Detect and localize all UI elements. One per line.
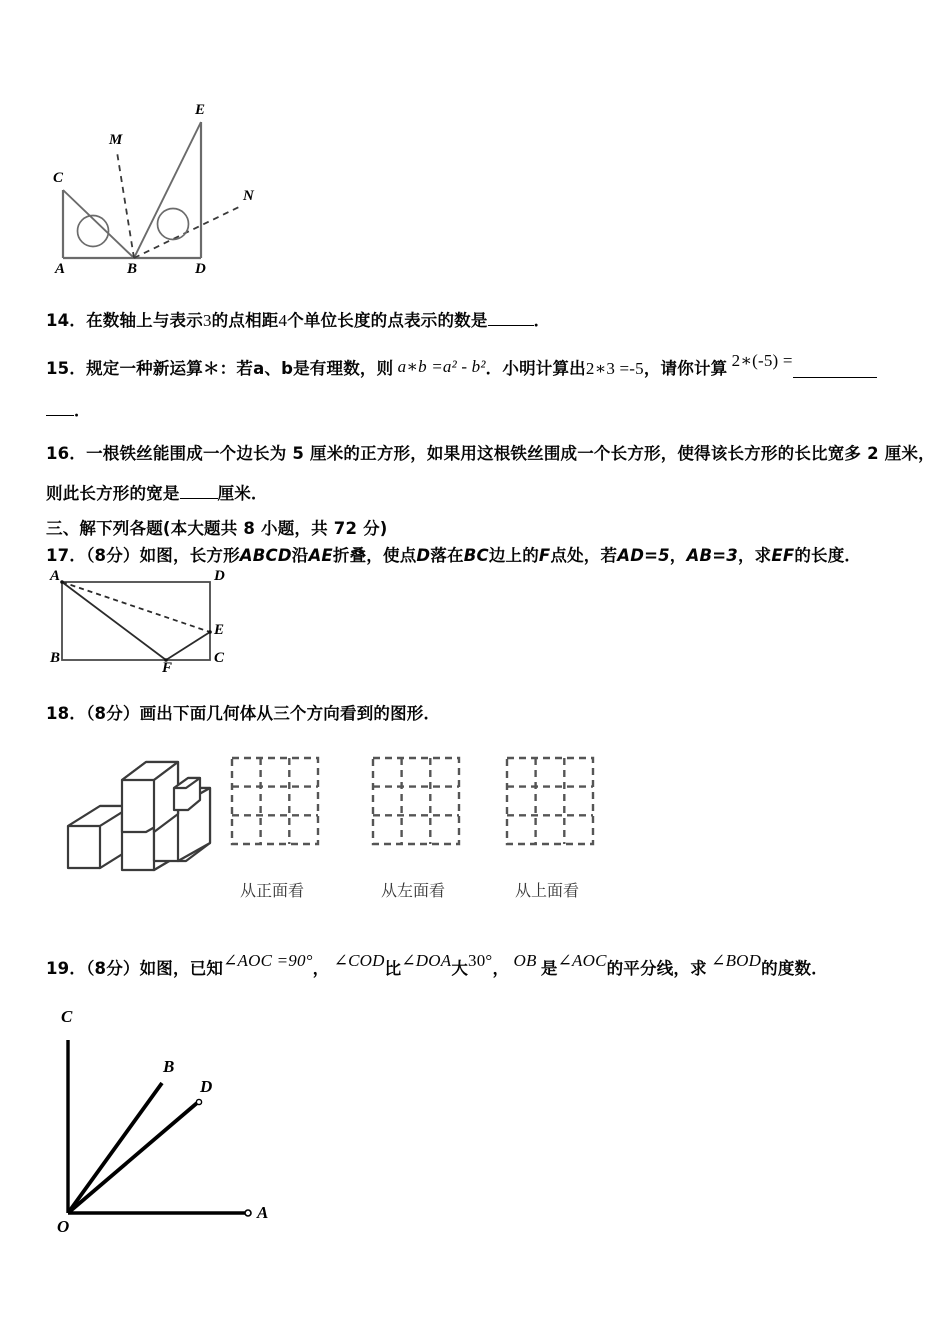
q16-text-line1: 一根铁丝能围成一个边长为 5 厘米的正方形，如果用这根铁丝围成一个长方形，使得该长方形的长比宽多 2 厘米， <box>86 444 935 463</box>
q19-figure-label-B: B <box>163 1057 175 1076</box>
q14-text-1: 在数轴上与表示 <box>86 311 203 330</box>
figure-rectangle-fold <box>48 568 238 677</box>
q17-text-1: 如图，长方形 <box>139 546 240 565</box>
figure-top-label-M: M <box>109 132 123 148</box>
q19-text-1: 如图，已知 <box>139 959 224 978</box>
q15-answer-blank-cont[interactable] <box>46 415 74 416</box>
q19-angle-aoc: ∠AOC <box>557 951 607 970</box>
question-16-line-1 <box>46 443 935 465</box>
figure-top-label-E: E <box>195 102 206 118</box>
figure-top-label-C: C <box>53 170 64 186</box>
q17-f: F <box>538 546 551 565</box>
q15-period: ． <box>74 401 91 420</box>
q15-text-3: ．小明计算出 <box>485 359 586 378</box>
q17-text-2: 沿 <box>291 546 309 565</box>
q17-ab-value: AB=3 <box>686 546 738 565</box>
q17-figure-label-F: F <box>162 660 173 676</box>
question-15-continued <box>46 400 91 422</box>
q17-abcd: ABCD <box>239 546 292 565</box>
q17-text-6: 点处，若 <box>550 546 618 565</box>
q19-text-2: 的平分线，求 <box>606 959 707 978</box>
q19-figure-label-D: D <box>200 1077 213 1096</box>
q14-text-2: 的点相距 <box>211 311 279 330</box>
q14-num-3: 3 <box>202 311 212 330</box>
question-15 <box>46 351 877 381</box>
grid-left-view <box>371 756 461 846</box>
q19-score: （8分） <box>86 959 140 978</box>
section-3-label: 三、解下列各题 <box>46 519 163 538</box>
q15-ab: a、b <box>253 359 294 378</box>
q17-figure-label-C: C <box>214 650 225 666</box>
grid-top-view <box>505 756 595 846</box>
q14-answer-blank[interactable] <box>488 325 534 326</box>
grid-front-view-caption: 从正面看 <box>240 881 305 900</box>
q19-angle-doa: ∠DOA <box>401 951 452 970</box>
q19-ob: OB <box>513 951 537 970</box>
grid-left-view-caption: 从左面看 <box>381 881 446 900</box>
question-16-line-2 <box>46 483 268 505</box>
q17-text-5: 边上的 <box>488 546 539 565</box>
q19-comma-1: ， <box>312 959 330 978</box>
q19-comma-2: ， <box>492 959 510 978</box>
q15-text-1: 规定一种新运算＊：若 <box>86 359 254 378</box>
q19-angle-bod: ∠BOD <box>711 951 762 970</box>
q17-text-4: 落在 <box>430 546 464 565</box>
q19-bi: 比 <box>384 959 402 978</box>
question-19 <box>46 951 828 981</box>
q16-answer-blank[interactable] <box>180 498 218 499</box>
q19-da: 大 <box>451 959 469 978</box>
question-14 <box>46 310 550 333</box>
q14-number: 14． <box>46 311 87 330</box>
q17-figure-label-E: E <box>214 622 225 638</box>
q19-text-3: 的度数． <box>761 959 828 978</box>
grid-top-view-caption: 从上面看 <box>515 881 580 900</box>
q14-text-3: 个单位长度的点表示的数是 <box>287 311 488 330</box>
q19-figure-label-O: O <box>57 1217 70 1236</box>
question-17 <box>46 545 861 567</box>
q18-text: 画出下面几何体从三个方向看到的图形． <box>139 704 441 723</box>
q17-ae: AE <box>308 546 333 565</box>
q19-shi: 是 <box>540 959 558 978</box>
q17-number: 17． <box>46 546 87 565</box>
figure-top-angles <box>45 100 285 285</box>
q19-angle-cod: ∠COD <box>333 951 385 970</box>
figure-top-label-N: N <box>243 188 254 204</box>
figure-top-label-D: D <box>195 261 206 277</box>
q17-text-7: 的长度． <box>794 546 862 565</box>
figure-cube-stack <box>60 748 220 873</box>
q18-score: （8分） <box>86 704 140 723</box>
q15-number: 15． <box>46 359 87 378</box>
q18-number: 18． <box>46 704 87 723</box>
q17-comma-1: ， <box>669 546 687 565</box>
q16-number: 16． <box>46 444 87 463</box>
figure-top-label-A: A <box>55 261 66 277</box>
q19-figure-label-A: A <box>257 1203 269 1222</box>
q16-text-line2b: 厘米． <box>217 484 268 503</box>
grid-front-view <box>230 756 320 846</box>
q15-answer-blank[interactable] <box>793 377 877 378</box>
q17-ef: EF <box>771 546 795 565</box>
q17-figure-label-A: A <box>50 568 61 584</box>
section-3-header <box>46 518 388 540</box>
q17-text-3: 折叠，使点 <box>332 546 417 565</box>
figure-top-label-B: B <box>127 261 138 277</box>
q17-figure-label-B: B <box>50 650 61 666</box>
q14-period: ． <box>533 311 551 330</box>
q17-comma-2: ，求 <box>737 546 772 565</box>
q19-figure-label-C: C <box>61 1007 73 1026</box>
q17-ad-value: AD=5 <box>617 546 670 565</box>
q14-num-4: 4 <box>278 311 288 330</box>
q19-angle-aoc-90: ∠AOC =90° <box>223 951 313 970</box>
question-18 <box>46 703 440 725</box>
q16-text-line2a: 则此长方形的宽是 <box>46 484 180 503</box>
section-3-detail: (本大题共 8 小题，共 72 分) <box>162 519 388 538</box>
q17-figure-label-D: D <box>214 568 225 584</box>
q15-formula-1: a∗b =a² - b² <box>397 357 486 376</box>
q17-score: （8分） <box>86 546 140 565</box>
q15-formula-3: 2∗(-5) = <box>731 351 793 370</box>
q17-d: D <box>416 546 431 565</box>
q19-number: 19． <box>46 959 87 978</box>
q19-angle-30: 30° <box>468 951 493 970</box>
q15-text-4: ，请你计算 <box>643 359 728 378</box>
q15-formula-2: 2∗3 =-5 <box>585 359 644 378</box>
q17-bc: BC <box>463 546 489 565</box>
q15-text-2: 是有理数，则 <box>293 359 394 378</box>
figure-angle-bisector <box>45 995 295 1250</box>
